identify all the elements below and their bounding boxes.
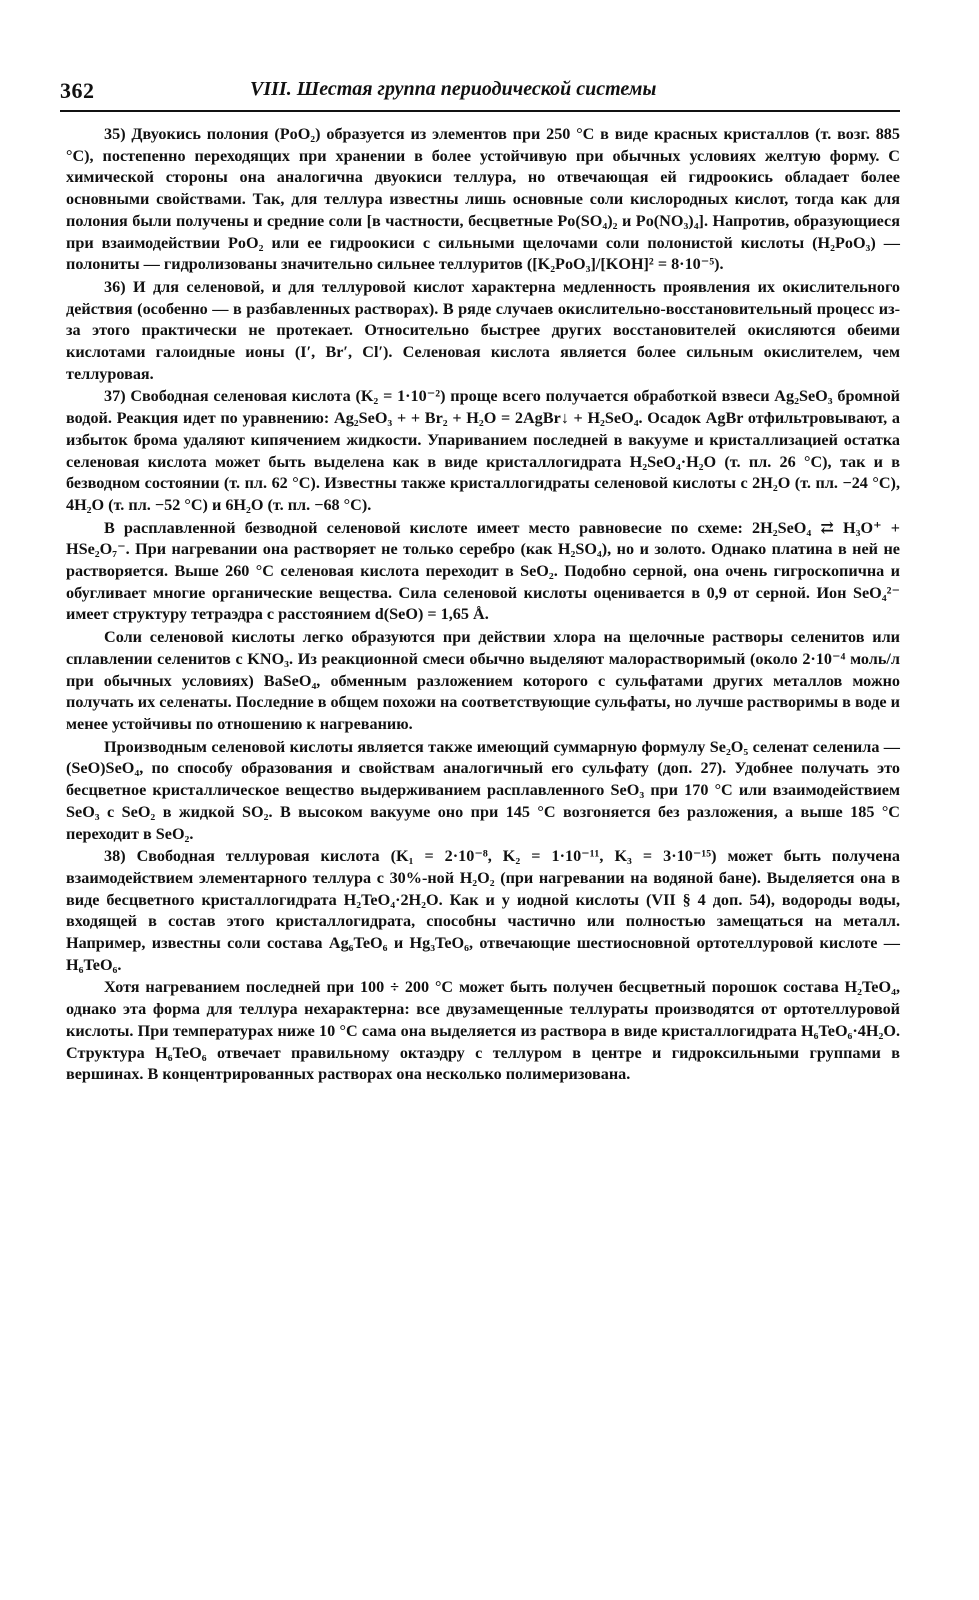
paragraph-telluric-acid-forms: Хотя нагреванием последней при 100 ÷ 200 °C может быть получен бесцветный порошок состава H₂TeO₄, однако эта форма для теллура нехарактерна: все двузамещенные теллураты производятся от ортотеллуровой кислоты. При температурах ниже 10 °C сама она выделяется из раствора в виде кристаллогидрата H₆TeO₆·4H₂O. Структура H₆TeO₆ отвечает правильному октаэдру с теллуром в центре и гидроксильными группами в вершинах. В концентрированных растворах она несколько полимеризована. xyxy=(66,978,900,1084)
paragraph-note-36: 36) И для селеновой, и для теллуровой кислот характерна медленность проявления их окислительного действия (особенно — в разбавленных растворах). В ряде случаев окислительно-восстановительный процесс из-за этого практически не протекает. Относительно быстрее других восстановителей окисляются обеими кислотами галоидные ионы (I′, Br′, Cl′). Селеновая кислота является более сильным окислителем, чем теллуровая. xyxy=(66,277,900,383)
paragraph-molten-selenic-acid: В расплавленной безводной селеновой кислоте имеет место равновесие по схеме: 2H₂SeO₄ ⇄ H₃O⁺ + HSe₂O₇⁻. При нагревании она растворяет не только серебро (как H₂SO₄), но и золото. Однако платина в ней не растворяется. Выше 260 °C селеновая кислота переходит в SeO₂. Подобно серной, она очень гигроскопична и обугливает многие органические вещества. Сила селеновой кислоты оценивается в 0,9 от серной. Ион SeO₄²⁻ имеет структуру тетраэдра с расстоянием d(SeO) = 1,65 Å. xyxy=(66,518,900,624)
body-text xyxy=(66,124,900,1086)
paragraph-note-37: 37) Свободная селеновая кислота (K₂ = 1·10⁻²) проще всего получается обработкой взвеси Ag₂SeO₃ бромной водой. Реакция идет по уравнению: Ag₂SeO₃ + + Br₂ + H₂O = 2AgBr↓ + H₂SeO₄. Осадок AgBr отфильтровывают, а избыток брома удаляют кипячением жидкости. Упариванием последней в вакууме и кристаллизацией остатка селеновая кислота может быть выделена как в виде кристаллогидрата H₂SeO₄·H₂O (т. пл. 26 °C), так и в безводном состоянии (т. пл. 62 °C). Известны также кристаллогидраты селеновой кислоты с 2H₂O (т. пл. −24 °C), 4H₂O (т. пл. −52 °C) и 6H₂O (т. пл. −68 °C). xyxy=(66,387,900,514)
page-number: 362 xyxy=(60,78,95,103)
running-head xyxy=(60,78,900,112)
running-title: VIII. Шестая группа периодической системы xyxy=(250,78,657,100)
paragraph-note-38: 38) Свободная теллуровая кислота (K₁ = 2·10⁻⁸, K₂ = 1·10⁻¹¹, K₃ = 3·10⁻¹⁵) может быть получена взаимодействием элементарного теллура с 30%-ной H₂O₂ (при нагревании на водяной бане). Выделяется она в виде бесцветного кристаллогидрата H₂TeO₄·2H₂O. Как и у иодной кислоты (VII § 4 доп. 54), водороды воды, входящей в состав этого кристаллогидрата, способны частично или полностью замещаться на металл. Например, известны соли состава Ag₆TeO₆ и Hg₃TeO₆, отвечающие шестиосновной ортотеллуровой кислоте — H₆TeO₆. xyxy=(66,847,900,974)
paragraph-note-35: 35) Двуокись полония (PoO₂) образуется из элементов при 250 °C в виде красных кристаллов (т. возг. 885 °C), постепенно переходящих при хранении в более устойчивую при обычных условиях желтую форму. С химической стороны она аналогична двуокиси теллура, но отвечающая ей гидроокись обладает более основными свойствами. Так, для теллура известны лишь основные соли кислородных кислот, тогда как для полония были получены и средние соли [в частности, бесцветные Po(SO₄)₂ и Po(NO₃)₄]. Напротив, образующиеся при взаимодействии PoO₂ или ее гидроокиси с сильными щелочами соли полонистой кислоты (H₂PoO₃) — полониты — гидролизованы значительно сильнее теллуритов ([K₂PoO₃]/[KOH]² = 8·10⁻⁵). xyxy=(66,125,900,274)
header-rule xyxy=(60,110,900,112)
paragraph-selenyl-selenate: Производным селеновой кислоты является также имеющий суммарную формулу Se₂O₅ селенат селенила — (SeO)SeO₄, по способу образования и свойствам аналогичный его сульфату (доп. 27). Удобнее получать это бесцветное кристаллическое вещество выдерживанием расплавленного SeO₃ при 170 °C или взаимодействием SeO₃ с SeO₂ в жидкой SO₂. В высоком вакууме оно при 145 °C возгоняется без разложения, а выше 185 °C переходит в SeO₂. xyxy=(66,737,900,843)
paragraph-selenate-salts: Соли селеновой кислоты легко образуются при действии хлора на щелочные растворы селенитов или сплавлении селенитов с KNO₃. Из реакционной смеси обычно выделяют малорастворимый (около 2·10⁻⁴ моль/л при обычных условиях) BaSeO₄, обменным разложением которого с сульфатами других металлов можно получать их селенаты. Последние в общем похожи на соответствующие сульфаты, но лучше растворимы в воде и менее устойчивы по отношению к нагреванию. xyxy=(66,628,900,733)
